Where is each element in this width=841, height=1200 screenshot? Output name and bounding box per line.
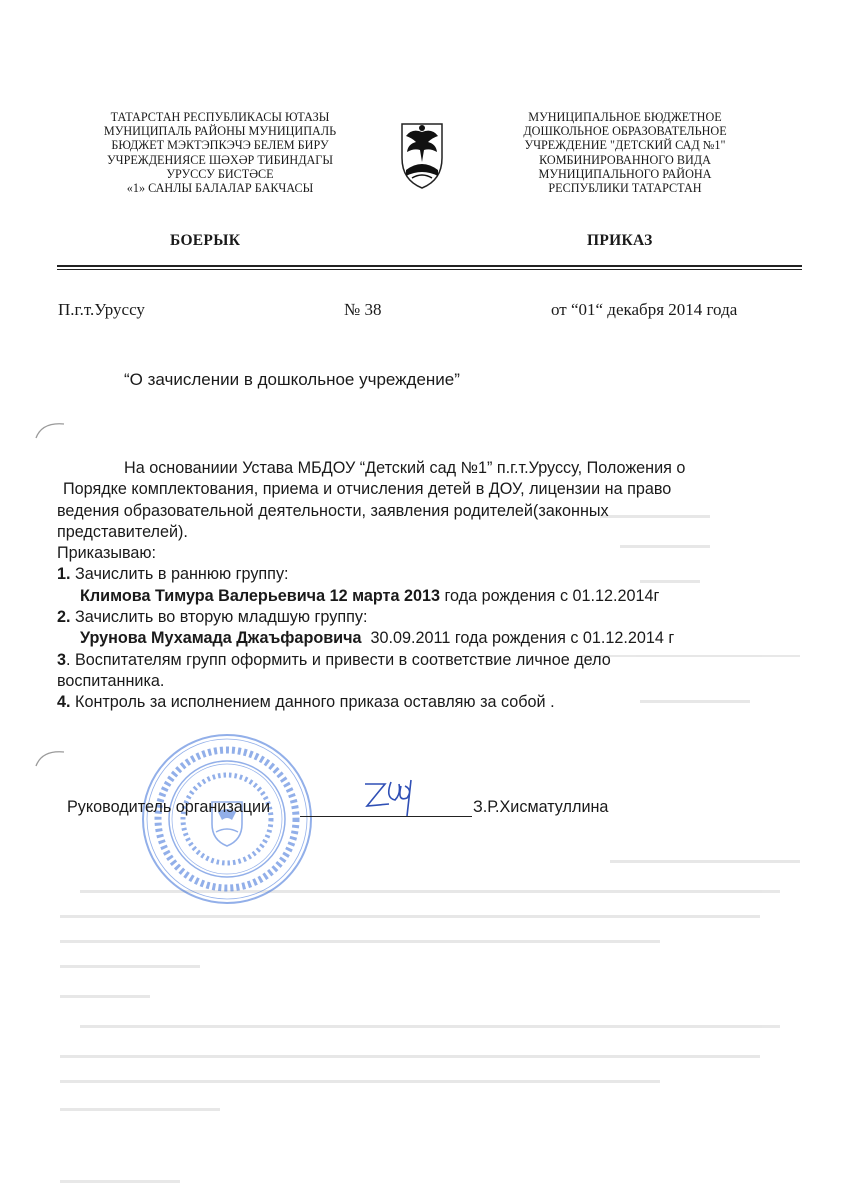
- order-body: [57, 458, 817, 714]
- order-item-3-cont: воспитанника.: [57, 671, 165, 690]
- header-right-line: КОМБИНИРОВАННОГО ВИДА: [539, 152, 711, 167]
- intro-line: ведения образовательной деятельности, заявления родителей(законных: [57, 501, 609, 520]
- header-divider-thin: [57, 269, 802, 270]
- header-left-line: БЮДЖЕТ МЭКТЭПКЭЧЭ БЕЛЕМ БИРУ: [111, 138, 329, 153]
- header-right-line: МУНИЦИПАЛЬНОГО РАЙОНА: [538, 166, 712, 181]
- header-right-line: МУНИЦИПАЛЬНОЕ БЮДЖЕТНОЕ: [528, 110, 722, 124]
- doc-type-russian: ПРИКАЗ: [587, 232, 653, 249]
- punch-hole-mark: [34, 420, 70, 440]
- order-word: Приказываю:: [57, 544, 157, 563]
- child-entry-1: [57, 586, 817, 607]
- item-text: Зачислить в раннюю группу:: [75, 565, 289, 584]
- order-subject: “О зачислении в дошкольное учреждение”: [124, 370, 460, 389]
- intro-line: На основаниии Устава МБДОУ “Детский сад №1” п.г.т.Уруссу, Положения о: [124, 459, 686, 477]
- item-number: 2.: [57, 608, 71, 627]
- item-text: Зачислить во вторую младшую группу:: [75, 608, 368, 627]
- order-item-1: [57, 564, 817, 585]
- handwritten-signature-icon: [355, 772, 425, 824]
- signatory-name: З.Р.Хисматуллина: [473, 798, 609, 816]
- header-left-line: ТАТАРСТАН РЕСПУБЛИКАСЫ ЮТАЗЫ: [110, 110, 330, 124]
- intro-line: представителей).: [57, 522, 188, 541]
- item-number: 4.: [57, 693, 71, 712]
- signatory-role: Руководитель организации: [67, 798, 271, 816]
- header-left-tatar: [80, 110, 360, 195]
- order-number: № 38: [344, 300, 382, 319]
- child-details: 30.09.2011 года рождения с 01.12.2014 г: [370, 629, 675, 648]
- header-right-line: ДОШКОЛЬНОЕ ОБРАЗОВАТЕЛЬНОЕ: [523, 124, 727, 139]
- header-left-line: «1» САНЛЫ БАЛАЛАР БАКЧАСЫ: [126, 181, 314, 196]
- item-number: 1.: [57, 565, 71, 584]
- child-details: года рождения с 01.12.2014г: [444, 586, 660, 605]
- order-item-4: [57, 692, 817, 713]
- place-of-issue: П.г.т.Уруссу: [58, 300, 145, 319]
- header-left-line: УЧРЕЖДЕНИЯСЕ ШӘХӘР ТИБИНДАГЫ: [107, 152, 333, 167]
- order-item-2: [57, 607, 817, 628]
- order-date: от “01“ декабря 2014 года: [551, 300, 738, 319]
- child-name: Урунова Мухамада Джаъфаровича: [80, 629, 362, 648]
- coat-of-arms-icon: [398, 118, 446, 190]
- header-left-line: МУНИЦИПАЛЬ РАЙОНЫ МУНИЦИПАЛЬ: [103, 124, 337, 139]
- header-right-line: РЕСПУБЛИКИ ТАТАРСТАН: [548, 181, 702, 196]
- doc-type-tatar: БОЕРЫК: [170, 232, 241, 249]
- item-number: 3: [57, 650, 67, 669]
- child-name: Климова Тимура Валерьевича 12 марта 2013: [80, 586, 440, 605]
- item-text: . Воспитателям групп оформить и привести в соответствие личное дело: [66, 650, 611, 669]
- header-right-line: УЧРЕЖДЕНИЕ "ДЕТСКИЙ САД №1": [524, 138, 726, 153]
- header-left-line: УРУССУ БИСТӘСЕ: [166, 166, 274, 181]
- official-stamp-icon: [140, 732, 315, 907]
- header-right-russian: [490, 110, 760, 195]
- header-divider: [57, 265, 802, 267]
- item-text: Контроль за исполнением данного приказа оставляю за собой .: [75, 693, 555, 712]
- intro-line: Порядке комплектования, приема и отчисления детей в ДОУ, лицензии на право: [63, 480, 672, 499]
- child-entry-2: [57, 628, 817, 649]
- punch-hole-mark: [34, 748, 70, 768]
- order-item-3: [57, 650, 817, 671]
